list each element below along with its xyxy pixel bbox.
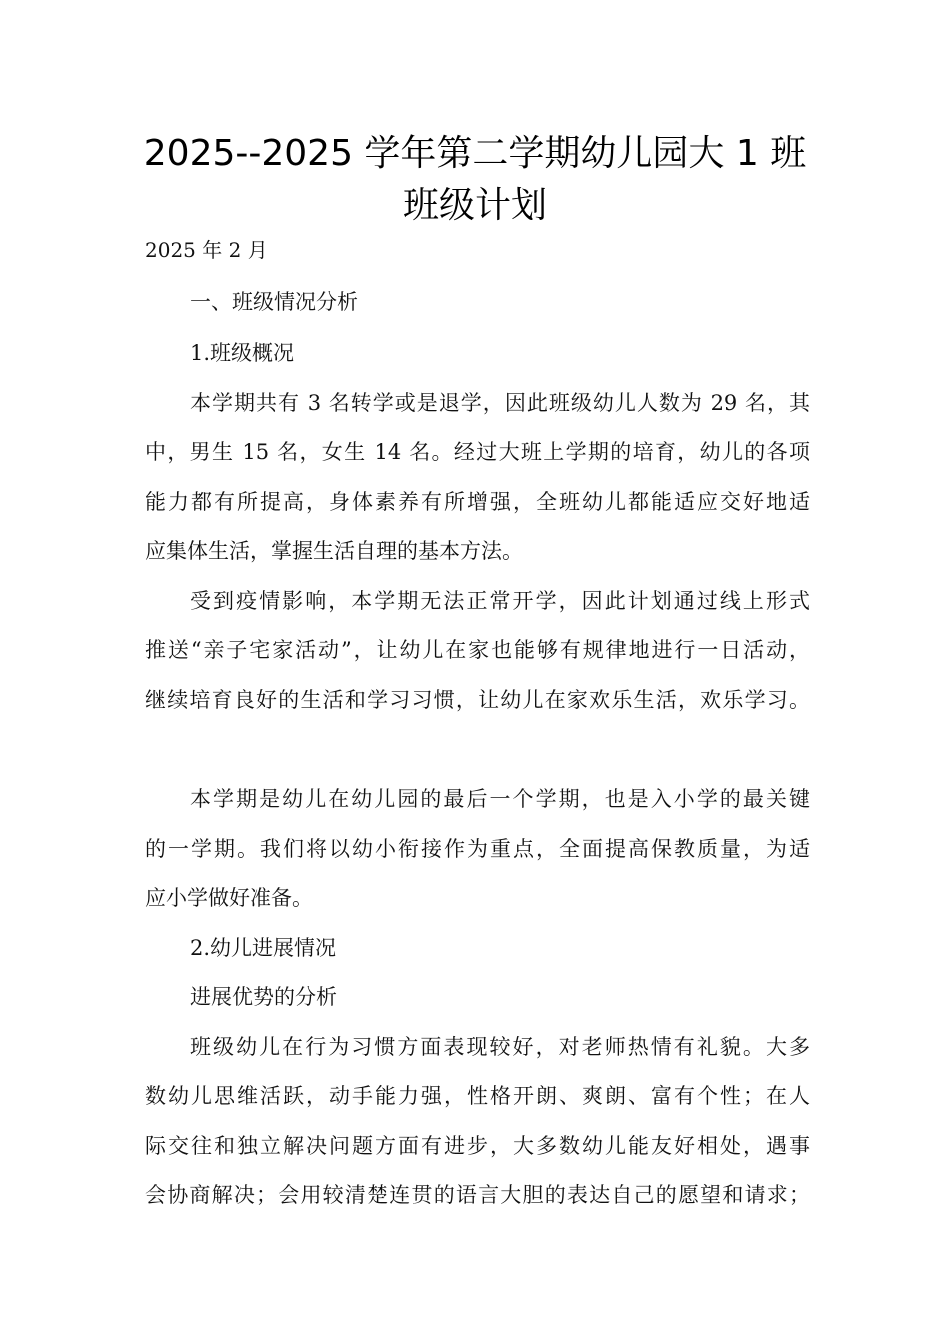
paragraph-3-line-1: 本学期是幼儿在幼儿园的最后一个学期，也是入小学的最关键 (190, 787, 810, 811)
document-date: 2025 年 2 月 (145, 238, 268, 262)
paragraph-1-line-3: 能力都有所提高，身体素养有所增强，全班幼儿都能适应交好地适 (145, 490, 810, 514)
paragraph-4-line-2: 数幼儿思维活跃，动手能力强，性格开朗、爽朗、富有个性；在人 (145, 1084, 810, 1108)
section-heading-class-analysis: 一、班级情况分析 (190, 290, 358, 314)
paragraph-2-line-2: 推送“亲子宅家活动”，让幼儿在家也能够有规律地进行一日活动， (145, 638, 810, 662)
paragraph-4-line-4: 会协商解决；会用较清楚连贯的语言大胆的表达自己的愿望和请求； (145, 1183, 810, 1207)
paragraph-1-line-2: 中，男生 15 名，女生 14 名。经过大班上学期的培育，幼儿的各项 (145, 440, 810, 464)
paragraph-1-line-1: 本学期共有 3 名转学或是退学，因此班级幼儿人数为 29 名，其 (190, 391, 810, 415)
paragraph-4-line-3: 际交往和独立解决问题方面有进步，大多数幼儿能友好相处，遇事 (145, 1134, 810, 1158)
paragraph-1-line-4: 应集体生活，掌握生活自理的基本方法。 (145, 539, 523, 563)
subsection-heading-class-overview: 1.班级概况 (190, 341, 295, 365)
paragraph-3-line-3: 应小学做好准备。 (145, 886, 313, 910)
document-title-line-1: 2025--2025 学年第二学期幼儿园大 1 班 (143, 133, 807, 174)
paragraph-2-line-3: 继续培育良好的生活和学习习惯，让幼儿在家欢乐生活，欢乐学习。 (145, 688, 810, 712)
subsection-heading-child-development: 2.幼儿进展情况 (190, 936, 337, 960)
paragraph-2-line-1: 受到疫情影响，本学期无法正常开学，因此计划通过线上形式 (190, 589, 810, 613)
subheading-strengths-analysis: 进展优势的分析 (190, 985, 337, 1009)
paragraph-4-line-1: 班级幼儿在行为习惯方面表现较好，对老师热情有礼貌。大多 (190, 1035, 810, 1059)
document-title-line-2: 班级计划 (402, 185, 547, 226)
paragraph-3-line-2: 的一学期。我们将以幼小衔接作为重点，全面提高保教质量，为适 (145, 837, 810, 861)
